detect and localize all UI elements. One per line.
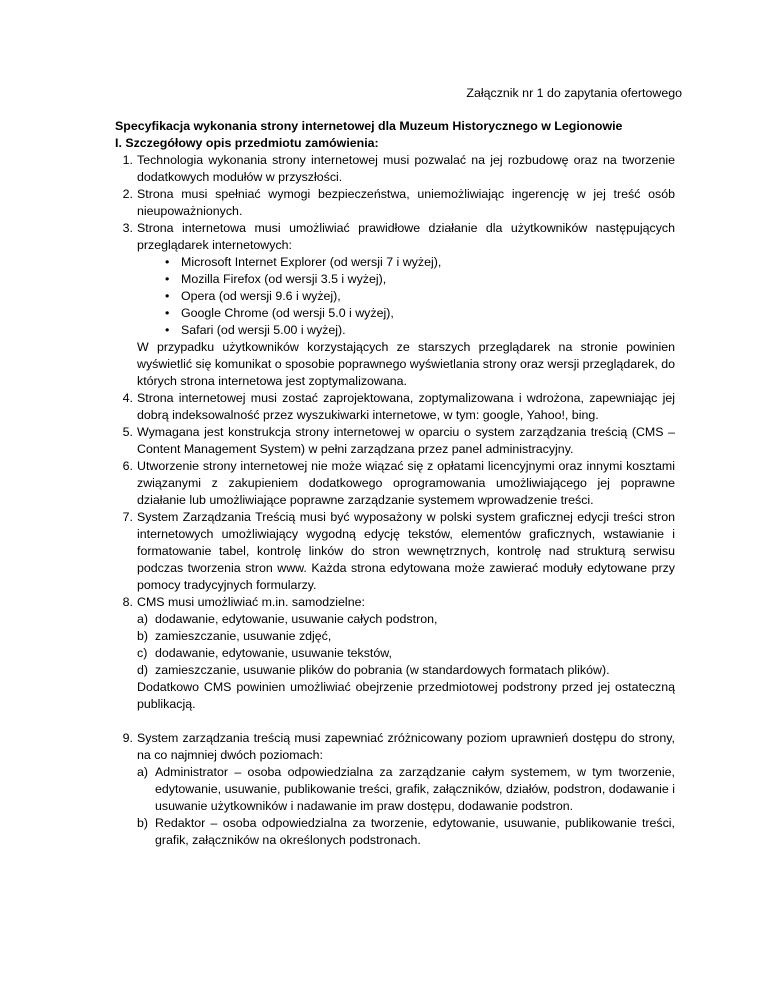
item-label: d) <box>137 663 149 677</box>
cms-feature-list <box>137 611 675 679</box>
item-text: System zarządzania treścią musi zapewniać zróżnicowany poziom uprawnień dostępu do strony, na co najmniej dwóch poziomach: <box>137 731 675 762</box>
item-text: Wymagana jest konstrukcja strony internetowej w oparciu o system zarządzania treścią (CMS – Content Management System) w pełni zarządzana przez panel administracyjny. <box>137 425 675 456</box>
list-item <box>122 509 675 594</box>
section-heading: I. Szczegółowy opis przedmiotu zamówienia: <box>115 136 379 150</box>
list-item <box>122 152 675 186</box>
attachment-label: Załącznik nr 1 do zapytania ofertowego <box>466 86 682 100</box>
item-number: 2. <box>122 187 133 201</box>
item-number: 3. <box>122 221 133 235</box>
cms-feature-item: c) dodawanie, edytowanie, usuwanie tekstów, <box>137 646 392 660</box>
item-text: System Zarządzania Treścią musi być wyposażony w polski system graficznej edycji treści stron internetowych umożliwiający wygodną edycję tekstów, elementów graficznych, wstawianie i formatowanie tabel, kontrolę linków do stron wewnętrznych, kontrolę nad strukturą serwisu podczas tworzenia stron www. Każda strona edytowana może zawierać moduły edytowane przy pomocy tradycyjnych formularzy. <box>137 510 675 592</box>
role-item: a) Administrator – osoba odpowiedzialna za zarządzanie całym systemem, w tym tworzenie, edytowanie, usuwanie, publikowanie treści, grafik, załączników, działów, podstron, dodawanie i usuwanie użytkowników i nadawanie im praw dostępu, dodawanie podstron. <box>137 765 675 813</box>
item-label: b) <box>137 816 149 830</box>
item-number: 1. <box>122 153 133 167</box>
browsers-note: W przypadku użytkowników korzystających ze starszych przeglądarek na stronie powinien wyświetlić się komunikat o sposobie poprawnego wyświetlania strony oraz wersji przeglądarek, do których strona internetowa jest zoptymalizowana. <box>137 340 675 388</box>
browser-item: • Mozilla Firefox (od wersji 3.5 i wyżej), <box>165 272 387 286</box>
list-item <box>122 390 675 424</box>
cms-feature-item: d) zamieszczanie, usuwanie plików do pobrania (w standardowych formatach plików). <box>137 663 610 677</box>
cms-feature-item: a) dodawanie, edytowanie, usuwanie całych podstron, <box>137 612 438 626</box>
bullet-icon: • <box>165 272 170 286</box>
item-label: c) <box>137 646 148 660</box>
item-text: Strona internetowej musi zostać zaprojektowana, zoptymalizowana i wdrożona, zapewniając jej dobrą indeksowalność przez wyszukiwarki internetowe, w tym: google, Yahoo!, bing. <box>137 391 675 422</box>
bullet-icon: • <box>165 306 170 320</box>
cms-feature-item: b) zamieszczanie, usuwanie zdjęć, <box>137 629 332 643</box>
item-number: 9. <box>122 731 133 745</box>
item-label: a) <box>137 765 149 779</box>
list-item <box>122 186 675 220</box>
bullet-icon: • <box>165 323 170 337</box>
item-label: a) <box>137 612 149 626</box>
item-text: Strona musi spełniać wymogi bezpieczeństwa, uniemożliwiając ingerencję w jej treść osób nieupoważnionych. <box>137 187 675 218</box>
list-item <box>122 458 675 509</box>
document-title: Specyfikacja wykonania strony internetowej dla Muzeum Historycznego w Legionowie <box>115 119 623 133</box>
item-text: Utworzenie strony internetowej nie może wiązać się z opłatami licencyjnymi oraz innymi kosztami związanymi z zakupieniem dodatkowego oprogramowania umożliwiającego jej poprawne działanie lub umożliwiające poprawne zarządzanie systemem wprowadzenie treści. <box>137 459 675 507</box>
list-item <box>122 220 675 390</box>
document-content <box>115 118 675 849</box>
item-number: 5. <box>122 425 133 439</box>
browser-list <box>137 254 675 339</box>
list-item <box>122 730 675 849</box>
bullet-icon: • <box>165 255 170 269</box>
spacer <box>137 713 675 730</box>
role-item: b) Redaktor – osoba odpowiedzialna za tworzenie, edytowanie, usuwanie, publikowanie treści, grafik, załączników na określonych podstronach. <box>137 816 675 847</box>
cms-note: Dodatkowo CMS powinien umożliwiać obejrzenie przedmiotowej podstrony przed jej ostateczną publikacją. <box>137 680 675 711</box>
item-number: 4. <box>122 391 133 405</box>
item-text: CMS musi umożliwiać m.in. samodzielne: <box>137 595 365 609</box>
item-label: b) <box>137 629 149 643</box>
item-number: 6. <box>122 459 133 473</box>
item-text: Strona internetowa musi umożliwiać prawidłowe działanie dla użytkowników następujących przeglądarek internetowych: <box>137 221 675 252</box>
role-list <box>137 764 675 849</box>
browser-item: • Microsoft Internet Explorer (od wersji 7 i wyżej), <box>165 255 442 269</box>
list-item <box>122 594 675 730</box>
requirements-list <box>115 152 675 849</box>
browser-item: • Google Chrome (od wersji 5.0 i wyżej), <box>165 306 394 320</box>
bullet-icon: • <box>165 289 170 303</box>
item-text: Technologia wykonania strony internetowej musi pozwalać na jej rozbudowę oraz na tworzenie dodatkowych modułów w przyszłości. <box>137 153 675 184</box>
item-number: 7. <box>122 510 133 524</box>
list-item <box>122 424 675 458</box>
item-number: 8. <box>122 595 133 609</box>
browser-item: • Opera (od wersji 9.6 i wyżej), <box>165 289 341 303</box>
browser-item: • Safari (od wersji 5.00 i wyżej). <box>165 323 346 337</box>
